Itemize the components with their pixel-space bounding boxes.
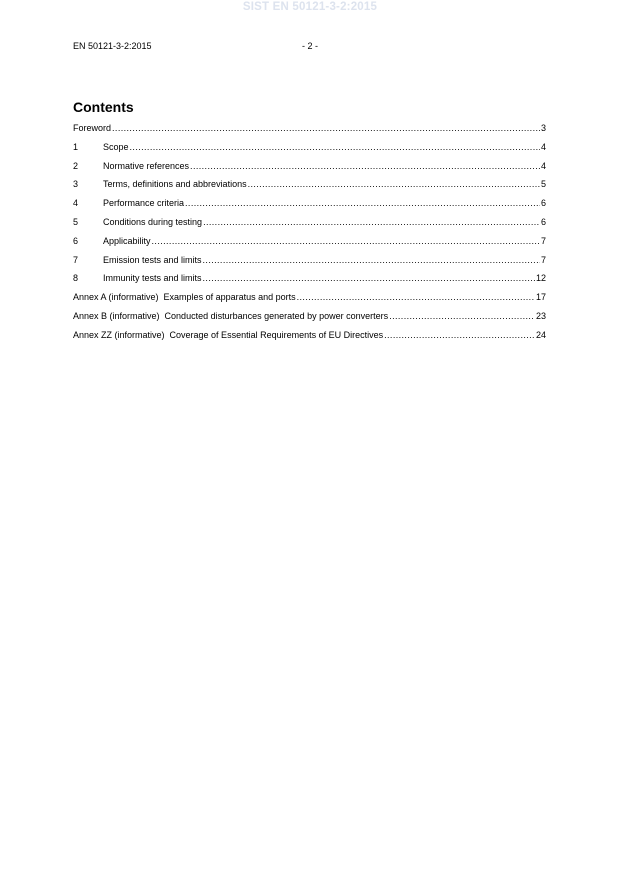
contents-title: Contents xyxy=(73,99,134,115)
toc-page-number: 6 xyxy=(540,216,546,227)
document-id: EN 50121-3-2:2015 xyxy=(73,41,152,51)
toc-entry-terms-definitions[interactable] xyxy=(73,175,546,194)
toc-annex-label: Annex ZZ (informative) xyxy=(73,329,165,340)
toc-page-number: 7 xyxy=(540,235,546,246)
toc-page-number: 12 xyxy=(535,273,546,284)
page-number: - 2 - xyxy=(302,41,319,51)
toc-annex-title: Examples of apparatus and ports xyxy=(163,292,296,303)
toc-entry-immunity-tests[interactable] xyxy=(73,269,546,288)
toc-entry-label: Normative references xyxy=(103,160,190,171)
toc-entry-foreword[interactable] xyxy=(73,119,546,138)
toc-page-number: 23 xyxy=(535,310,546,321)
toc-entry-label: Conditions during testing xyxy=(103,216,203,227)
toc-section-number: 2 xyxy=(73,160,79,171)
toc-page-number: 5 xyxy=(540,179,546,190)
running-header xyxy=(73,39,546,53)
toc-dot-leader xyxy=(389,307,535,326)
toc-section-number: 8 xyxy=(73,273,79,284)
toc-page-number: 6 xyxy=(540,198,546,209)
toc-entry-annex-zz[interactable] xyxy=(73,326,546,345)
toc-annex-label: Annex A (informative) xyxy=(73,292,159,303)
toc-entry-scope[interactable] xyxy=(73,138,546,157)
toc-entry-label: Terms, definitions and abbreviations xyxy=(103,179,247,190)
toc-dot-leader xyxy=(203,213,540,232)
table-of-contents xyxy=(73,119,546,345)
toc-dot-leader xyxy=(112,119,540,138)
toc-page-number: 17 xyxy=(535,292,546,303)
toc-annex-label: Annex B (informative) xyxy=(73,310,160,321)
toc-section-number: 7 xyxy=(73,254,79,265)
toc-section-number: 5 xyxy=(73,216,79,227)
toc-page-number: 4 xyxy=(540,160,546,171)
watermark-text: SIST EN 50121-3-2:2015 xyxy=(242,1,378,13)
toc-page-number: 24 xyxy=(535,329,546,340)
toc-annex-title: Conducted disturbances generated by power converters xyxy=(164,310,389,321)
toc-dot-leader xyxy=(190,157,540,176)
toc-annex-title: Coverage of Essential Requirements of EU Directives xyxy=(169,329,384,340)
toc-page-number: 4 xyxy=(540,141,546,152)
toc-section-number: 1 xyxy=(73,141,79,152)
toc-dot-leader xyxy=(203,251,540,270)
toc-page-number: 7 xyxy=(540,254,546,265)
toc-section-number: 4 xyxy=(73,198,79,209)
toc-page-number: 3 xyxy=(540,123,546,133)
toc-section-number: 3 xyxy=(73,179,79,190)
toc-entry-label: Foreword xyxy=(73,123,112,133)
toc-entry-applicability[interactable] xyxy=(73,232,546,251)
toc-dot-leader xyxy=(384,326,535,345)
toc-entry-label: Scope xyxy=(103,141,129,152)
toc-section-number: 6 xyxy=(73,235,79,246)
toc-entry-annex-a[interactable] xyxy=(73,288,546,307)
toc-dot-leader xyxy=(297,288,535,307)
toc-dot-leader xyxy=(185,194,540,213)
toc-entry-normative-references[interactable] xyxy=(73,157,546,176)
toc-entry-performance-criteria[interactable] xyxy=(73,194,546,213)
toc-entry-conditions-during-testing[interactable] xyxy=(73,213,546,232)
toc-dot-leader xyxy=(248,175,540,194)
toc-entry-label: Immunity tests and limits xyxy=(103,273,202,284)
toc-entry-emission-tests[interactable] xyxy=(73,251,546,270)
toc-dot-leader xyxy=(152,232,540,251)
toc-entry-label: Applicability xyxy=(103,235,151,246)
toc-entry-label: Performance criteria xyxy=(103,198,185,209)
toc-entry-label: Emission tests and limits xyxy=(103,254,202,265)
toc-dot-leader xyxy=(130,138,540,157)
toc-entry-annex-b[interactable] xyxy=(73,307,546,326)
toc-dot-leader xyxy=(203,269,535,288)
